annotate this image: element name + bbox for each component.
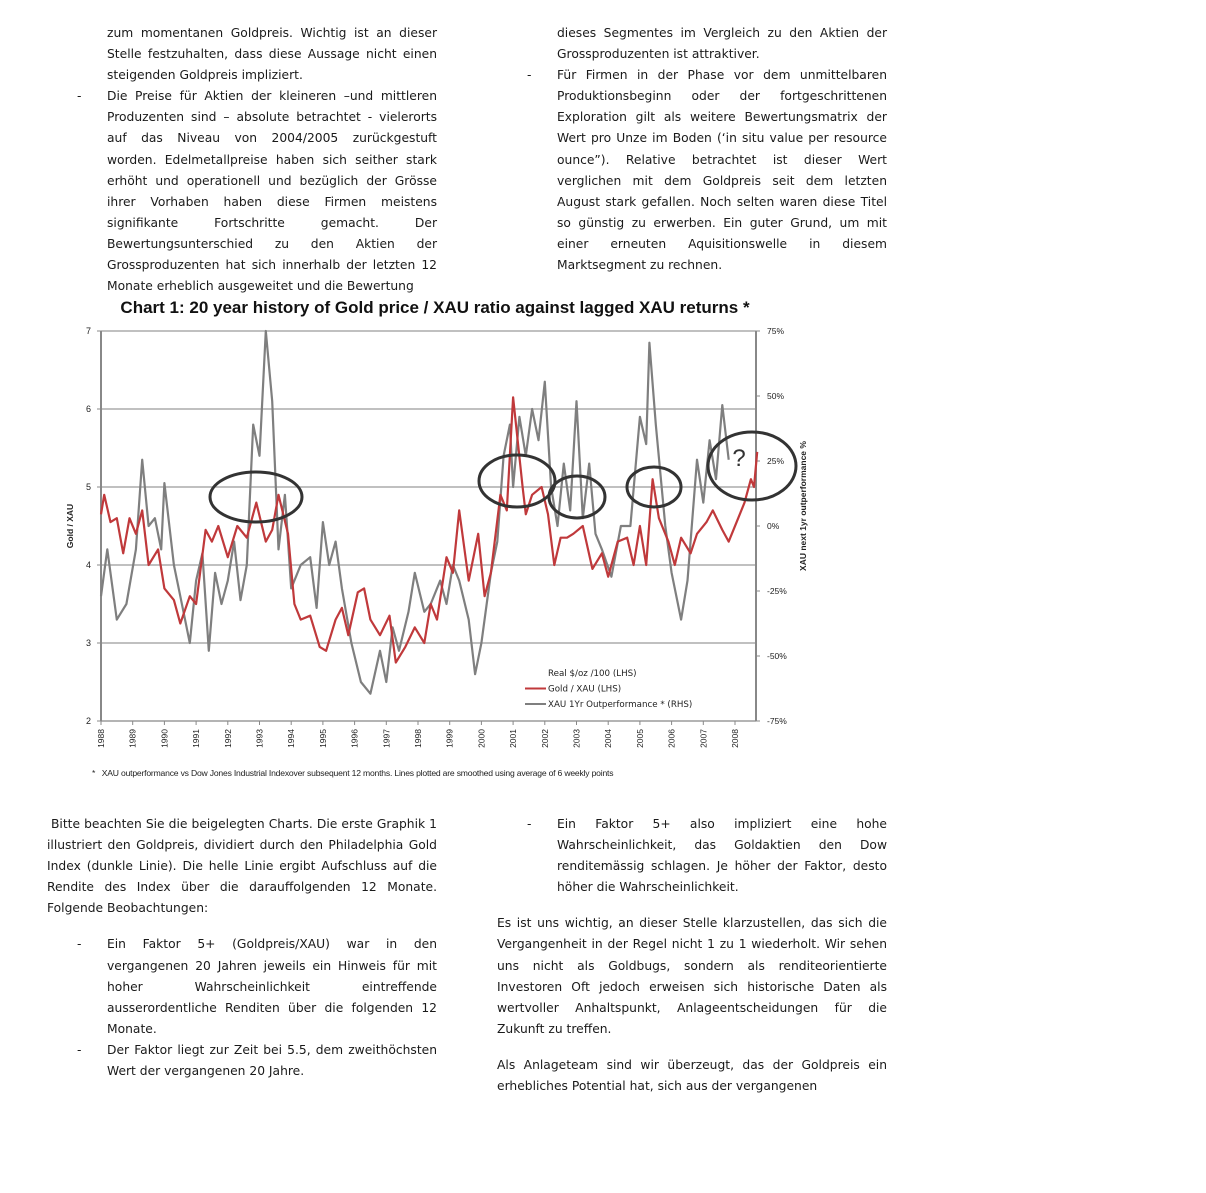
highlight-ellipse [210, 472, 302, 522]
y2-tick-label: 50% [767, 391, 785, 401]
y2-axis-title: XAU next 1yr outperformance % [798, 441, 808, 571]
y-tick-label: 2 [85, 716, 91, 726]
bullet-text: Ein Faktor 5+ also impliziert eine hohe Wahrscheinlichkeit, das Goldaktien den Dow renditemässig schlagen. Je höher der Faktor, desto höher die Wahrscheinlichkeit. [557, 817, 887, 895]
x-tick-label: 1996 [349, 729, 360, 748]
x-tick-label: 2006 [666, 729, 677, 748]
x-tick-label: 1998 [413, 729, 423, 748]
bullet-item [497, 814, 887, 898]
y2-tick-label: 0% [767, 521, 780, 531]
x-tick-label: 2007 [698, 729, 709, 748]
y2-tick-label: 25% [767, 456, 785, 466]
footnote-text: XAU outperformance vs Dow Jones Industrial Indexover subsequent 12 months. Lines plotted are smoothed using average of 6 weekly points [101, 768, 614, 778]
x-tick-label: 1991 [191, 729, 202, 748]
x-tick-label: 2000 [476, 729, 487, 748]
bullet-text: Der Faktor liegt zur Zeit bei 5.5, dem zweithöchsten Wert der vergangenen 20 Jahre. [107, 1042, 437, 1079]
x-tick-label: 2004 [603, 729, 614, 748]
y-tick-label: 3 [85, 638, 91, 648]
bottom-left-column [47, 814, 437, 1082]
legend-label: XAU 1Yr Outperformance * (RHS) [548, 700, 693, 710]
x-tick-label: 2005 [634, 729, 645, 748]
footnote-marker: * [92, 768, 96, 778]
y-axis-title: Gold / XAU [65, 503, 75, 549]
bullet-dash: - [527, 68, 532, 83]
xau-outperformance-line [101, 331, 729, 694]
bullet-text: Für Firmen in der Phase vor dem unmittelbaren Produktionsbeginn oder der fortgeschrittenen Exploration gilt als weitere Bewertungsmatrix der Wert pro Unze im Boden (‘in situ value per resource ounce”). Relative betrachtet ist dieser Wert verglichen mit dem Goldpreis seit dem letzten August stark gefallen. Noch selten waren diese Titel so günstig zu erwerben. Ein guter Grund, um mit einer erneuten Aquisitionswelle in diesem Marktsegment zu rechnen. [557, 68, 887, 273]
y2-tick-label: 75% [767, 326, 785, 336]
bullet-text: Ein Faktor 5+ (Goldpreis/XAU) war in den vergangenen 20 Jahren jeweils ein Hinweis für mit hoher Wahrscheinlichkeit eintreffende ausserordentliche Renditen über die folgenden 12 Monate. [107, 937, 437, 1036]
y-tick-label: 7 [85, 326, 91, 336]
continued-paragraph: dieses Segmentes im Vergleich zu den Aktien der Grossproduzenten ist attraktiver. [557, 26, 887, 62]
y2-tick-label: -50% [767, 651, 787, 661]
bullet-item [47, 934, 437, 1039]
legend-label: Real $/oz /100 (LHS) [548, 669, 637, 679]
x-tick-label: 2001 [508, 729, 519, 748]
x-tick-label: 1993 [254, 729, 265, 748]
x-tick-label: 1994 [286, 729, 297, 748]
x-tick-label: 1989 [127, 729, 138, 748]
paragraph: Als Anlageteam sind wir überzeugt, das der Goldpreis ein erhebliches Potential hat, sich aus der vergangenen [497, 1057, 887, 1094]
x-tick-label: 1988 [96, 729, 106, 748]
legend [525, 669, 692, 710]
paragraph: Es ist uns wichtig, an dieser Stelle klarzustellen, das sich die Vergangenheit in der Regel nicht 1 zu 1 wiederholt. Wir sehen uns nicht als Goldbugs, sondern als renditeorientierte Investoren Oft jedoch erweisen sich historische Daten als wertvoller Anhaltspunkt, Anlageentscheidungen für die Zukunft zu treffen. [497, 916, 887, 1036]
x-tick-label: 1992 [222, 729, 233, 748]
bullet-item [47, 1040, 437, 1082]
legend-label: Gold / XAU (LHS) [548, 684, 622, 695]
chart-footnote [92, 768, 613, 778]
highlight-ellipse [479, 455, 555, 507]
highlight-ellipse [708, 432, 796, 500]
bullet-dash: - [77, 937, 82, 952]
continued-paragraph: zum momentanen Goldpreis. Wichtig ist an dieser Stelle festzuhalten, dass diese Aussage nicht einen steigenden Goldpreis impliziert. [107, 26, 437, 83]
y-tick-label: 5 [85, 482, 91, 492]
gold-xau-line [101, 397, 757, 662]
y-tick-label: 4 [85, 560, 91, 570]
x-tick-label: 2002 [539, 729, 550, 748]
chart-title: Chart 1: 20 year history of Gold price / XAU ratio against lagged XAU returns * [120, 298, 750, 317]
series-lines [101, 331, 757, 694]
bullet-text: Die Preise für Aktien der kleineren –und mittleren Produzenten sind – absolute betrachtet - vielerorts auf das Niveau von 2004/2005 zurückgestuft worden. Edelmetallpreise haben sich seither stark erhöht und operationell und bezüglich der Grösse ihrer Vorhaben haben diese Firmen meistens signifikante Fortschritte gemacht. Der Bewertungsunterschied zu den Aktien der Grossproduzenten hat sich innerhalb der letzten 12 Monate erheblich ausgeweitet und die Bewertung [107, 89, 437, 294]
y-tick-label: 6 [85, 404, 91, 414]
gridlines [101, 331, 756, 643]
x-tick-label: 1999 [444, 729, 455, 748]
bullet-dash: - [77, 89, 82, 104]
bullet-dash: - [527, 817, 532, 831]
bottom-right-column [497, 814, 887, 1097]
x-tick-label: 1997 [381, 729, 392, 748]
bullet-dash: - [77, 1042, 82, 1057]
question-mark-annotation: ? [732, 445, 746, 472]
x-tick-label: 1995 [317, 729, 328, 748]
y2-tick-label: -75% [767, 716, 787, 726]
highlight-ellipse [549, 476, 605, 518]
y2-tick-label: -25% [767, 586, 787, 596]
x-tick-label: 2003 [571, 729, 582, 748]
intro-paragraph: Bitte beachten Sie die beigelegten Charts. Die erste Graphik 1 illustriert den Goldpreis, dividiert durch den Philadelphia Gold Index (dunkle Linie). Die helle Linie ergibt Aufschluss auf die Rendite des Index über die darauffolgenden 12 Monate. Folgende Beobachtungen: [47, 817, 437, 916]
x-tick-label: 1990 [159, 729, 170, 748]
axes [97, 331, 760, 725]
x-tick-label: 2008 [730, 729, 740, 748]
